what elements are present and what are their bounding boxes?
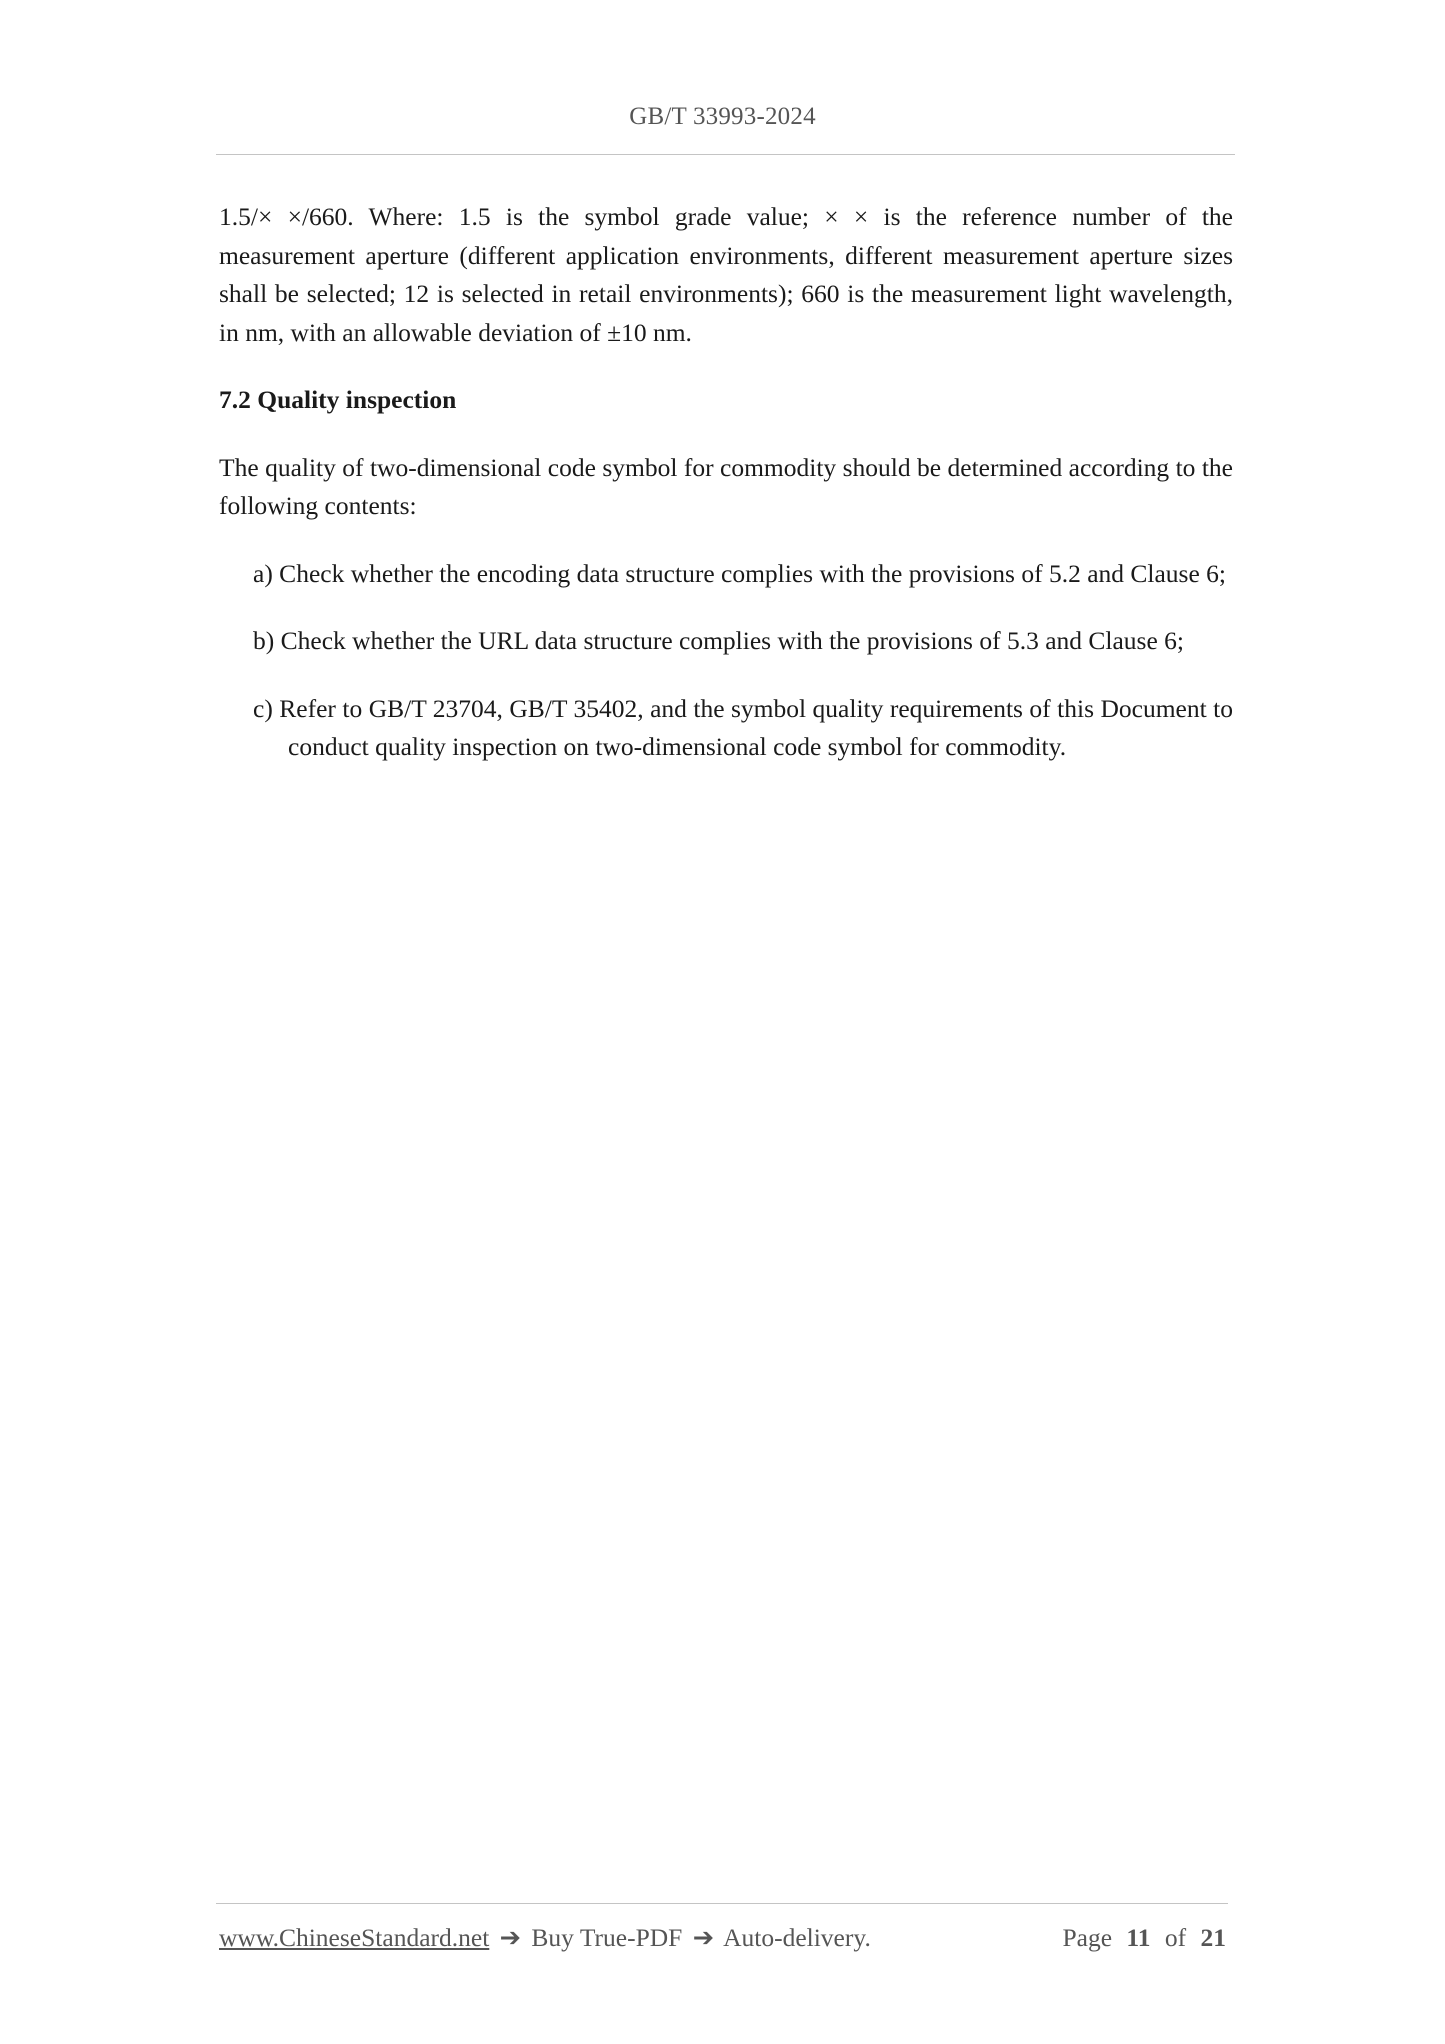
list-item-b: b) Check whether the URL data structure complies with the provisions of 5.3 and Clause 6; — [253, 626, 1185, 655]
page-of-label: of — [1164, 1923, 1187, 1952]
header-divider — [216, 154, 1235, 155]
total-page-number: 21 — [1200, 1923, 1226, 1952]
document-code-header: GB/T 33993-2024 — [629, 103, 816, 130]
right-arrow-icon: ➔ — [692, 1923, 715, 1952]
auto-delivery-text: Auto-delivery. — [723, 1923, 871, 1952]
list-item-a: a) Check whether the encoding data structure complies with the provisions of 5.2 and Clause 6; — [253, 558, 1226, 588]
list-item-c: c) Refer to GB/T 23704, GB/T 35402, and the symbol quality requirements of this Document to conduct quality inspection on two-dimensional code symbol for commodity. — [253, 693, 1233, 761]
page-label: Page — [1062, 1923, 1113, 1952]
body-paragraph-2: The quality of two-dimensional code symbol for commodity should be determined according to the following contents: — [219, 452, 1233, 520]
section-heading: 7.2 Quality inspection — [219, 385, 457, 414]
buy-true-pdf-text: Buy True-PDF — [531, 1923, 683, 1952]
page-content — [219, 198, 1233, 767]
current-page-number: 11 — [1126, 1923, 1151, 1952]
footer-promo — [219, 1923, 871, 1953]
footer-divider — [216, 1903, 1228, 1904]
right-arrow-icon: ➔ — [499, 1923, 522, 1952]
page-indicator — [1062, 1923, 1226, 1953]
body-paragraph-1: 1.5/× ×/660. Where: 1.5 is the symbol grade value; × × is the reference number of the measurement aperture (different application environments, different measurement aperture sizes shall be selected; 12 is selected in retail environments); 660 is the measurement light wavelength, in nm, with an allowable deviation of ±10 nm. — [219, 202, 1233, 347]
website-link[interactable]: www.ChineseStandard.net — [219, 1923, 490, 1952]
